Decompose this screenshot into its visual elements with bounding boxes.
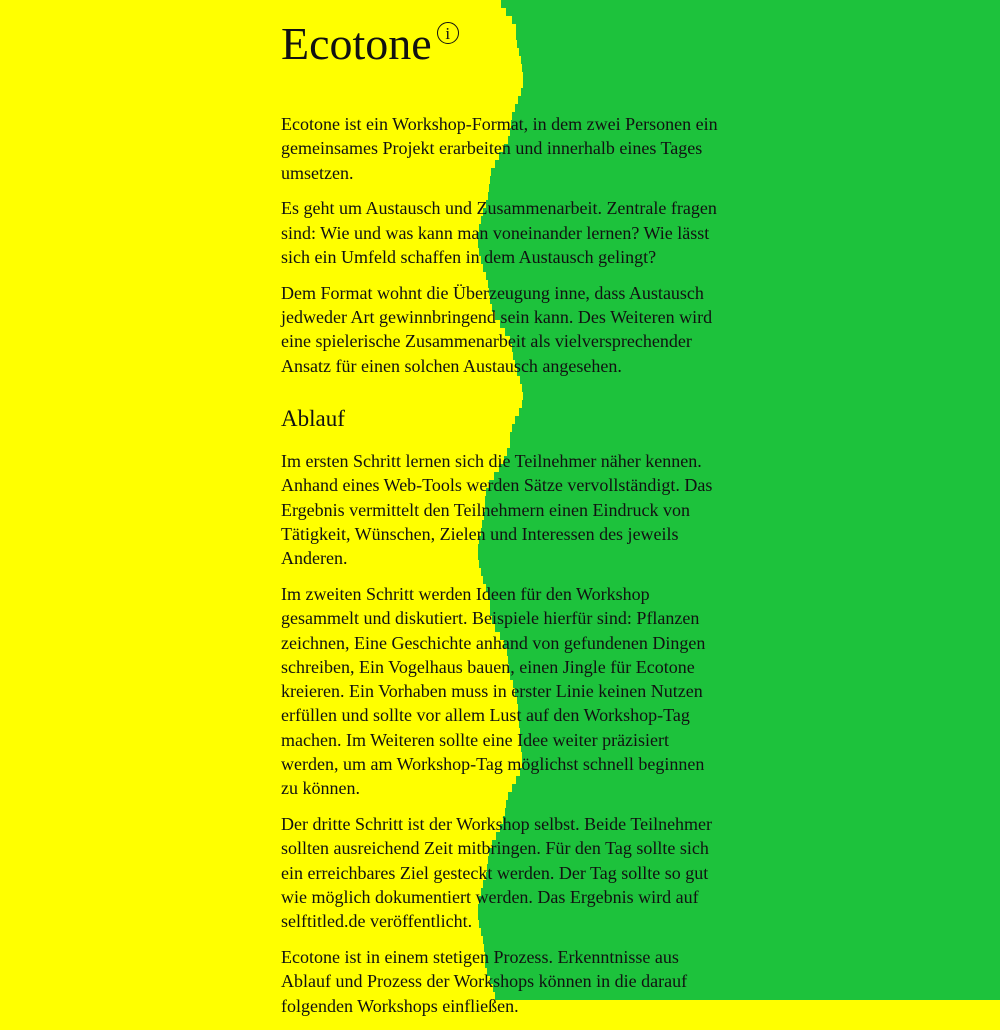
main-content: [281, 16, 721, 1030]
ablauf-paragraph-4: Ecotone ist in einem stetigen Prozess. Erkenntnisse aus Ablauf und Prozess der Workshops können in die darauf folgenden Workshops einfließen.: [281, 947, 688, 1016]
section-heading-ablauf: Ablauf: [281, 405, 345, 431]
title-row: [281, 16, 721, 72]
page-title: Ecotone: [281, 18, 432, 69]
intro-paragraph-3: Dem Format wohnt die Überzeugung inne, dass Austausch jedweder Art gewinnbringend sein kann. Des Weiteren wird eine spielerische Zusammenarbeit als vielversprechender Ansatz für einen solchen Austausch angesehen.: [281, 282, 713, 376]
info-icon[interactable]: i: [437, 22, 459, 44]
intro-paragraph-1: Ecotone ist ein Workshop-Format, in dem zwei Personen ein gemeinsames Projekt erarbeiten und innerhalb eines Tages umsetzen.: [281, 114, 718, 183]
intro-paragraph-2: Es geht um Austausch und Zusammenarbeit. Zentrale fragen sind: Wie und was kann man voneinander lernen? Wie lässt sich ein Umfeld schaffen in dem Austausch gelingt?: [281, 198, 717, 267]
ablauf-paragraph-2: Im zweiten Schritt werden Ideen für den Workshop gesammelt und diskutiert. Beispiele hierfür sind: Pflanzen zeichnen, Eine Geschichte anhand von gefundenen Dingen schreiben, Ein Vogelhaus bauen, einen Jingle für Ecotone kreieren. Ein Vorhaben muss in erster Linie keinen Nutzen erfüllen und sollte vor allem Lust auf den Workshop-Tag machen. Im Weiteren sollte eine Idee weiter präzisiert werden, um am Workshop-Tag möglichst schnell beginnen zu können.: [281, 583, 706, 799]
ablauf-paragraph-1: Im ersten Schritt lernen sich die Teilnehmer näher kennen. Anhand eines Web-Tools werden Sätze vervollständigt. Das Ergebnis vermittelt den Teilnehmern einen Eindruck von Tätigkeit, Wünschen, Zielen und Interessen des jeweils Anderen.: [281, 450, 713, 569]
ablauf-paragraph-3: Der dritte Schritt ist der Workshop selbst. Beide Teilnehmer sollten ausreichend Zeit mitbringen. Für den Tag sollte sich ein erreichbares Ziel gesteckt werden. Der Tag sollte so gut wie möglich dokumentiert werden. Das Ergebnis wird auf selftitled.de veröffentlicht.: [281, 814, 713, 932]
